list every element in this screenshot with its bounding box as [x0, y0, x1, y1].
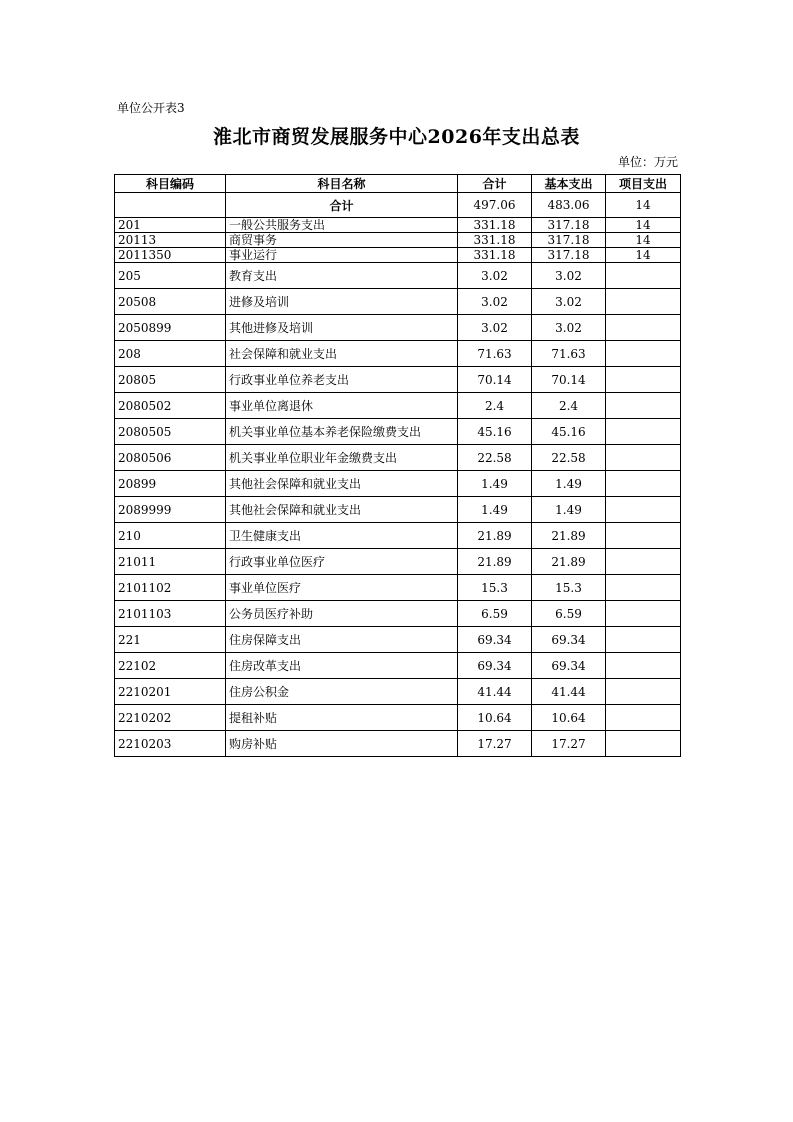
column-header-project: 项目支出 [606, 175, 681, 193]
cell-code: 208 [115, 341, 226, 367]
cell-total: 70.14 [458, 367, 532, 393]
cell-basic: 21.89 [532, 523, 606, 549]
table-row [115, 471, 681, 497]
cell-total: 497.06 [458, 193, 532, 218]
cell-project [606, 575, 681, 601]
table-row [115, 289, 681, 315]
cell-total: 15.3 [458, 575, 532, 601]
cell-code: 2210201 [115, 679, 226, 705]
cell-total: 45.16 [458, 419, 532, 445]
column-header-total: 合计 [458, 175, 532, 193]
cell-project [606, 367, 681, 393]
cell-total: 331.18 [458, 248, 532, 263]
cell-name: 教育支出 [226, 263, 458, 289]
cell-project [606, 497, 681, 523]
cell-project [606, 393, 681, 419]
table-row [115, 233, 681, 248]
cell-project [606, 419, 681, 445]
cell-project [606, 471, 681, 497]
cell-project [606, 289, 681, 315]
table-row [115, 731, 681, 757]
cell-name: 住房保障支出 [226, 627, 458, 653]
cell-name: 机关事业单位职业年金缴费支出 [226, 445, 458, 471]
cell-code: 20508 [115, 289, 226, 315]
document-label: 单位公开表3 [117, 101, 185, 115]
table-row [115, 627, 681, 653]
cell-total: 21.89 [458, 523, 532, 549]
cell-name: 其他社会保障和就业支出 [226, 497, 458, 523]
cell-code [115, 193, 226, 218]
cell-basic: 483.06 [532, 193, 606, 218]
cell-basic: 22.58 [532, 445, 606, 471]
cell-project [606, 445, 681, 471]
cell-total: 331.18 [458, 233, 532, 248]
cell-total: 3.02 [458, 263, 532, 289]
cell-project [606, 731, 681, 757]
cell-code: 21011 [115, 549, 226, 575]
cell-code: 201 [115, 218, 226, 233]
table-row [115, 705, 681, 731]
cell-total: 331.18 [458, 218, 532, 233]
cell-code: 22102 [115, 653, 226, 679]
cell-name: 事业单位医疗 [226, 575, 458, 601]
table-row [115, 601, 681, 627]
cell-project [606, 523, 681, 549]
cell-basic: 45.16 [532, 419, 606, 445]
table-row [115, 393, 681, 419]
table-row [115, 367, 681, 393]
table-row [115, 679, 681, 705]
page-title: 淮北市商贸发展服务中心2026年支出总表 [213, 126, 580, 148]
cell-code: 2011350 [115, 248, 226, 263]
unit-label: 单位：万元 [617, 155, 678, 169]
cell-basic: 1.49 [532, 497, 606, 523]
cell-code: 2080506 [115, 445, 226, 471]
cell-basic: 317.18 [532, 248, 606, 263]
cell-basic: 2.4 [532, 393, 606, 419]
cell-project [606, 601, 681, 627]
cell-basic: 15.3 [532, 575, 606, 601]
table-row [115, 523, 681, 549]
cell-total: 21.89 [458, 549, 532, 575]
cell-project: 14 [606, 248, 681, 263]
cell-code: 2089999 [115, 497, 226, 523]
cell-total: 6.59 [458, 601, 532, 627]
cell-total: 41.44 [458, 679, 532, 705]
table-row [115, 575, 681, 601]
cell-name: 社会保障和就业支出 [226, 341, 458, 367]
cell-project: 14 [606, 233, 681, 248]
cell-code: 2101102 [115, 575, 226, 601]
cell-name: 购房补贴 [226, 731, 458, 757]
table-row [115, 248, 681, 263]
table-row [115, 549, 681, 575]
cell-basic: 3.02 [532, 263, 606, 289]
cell-basic: 1.49 [532, 471, 606, 497]
cell-name: 机关事业单位基本养老保险缴费支出 [226, 419, 458, 445]
cell-name: 其他社会保障和就业支出 [226, 471, 458, 497]
cell-name: 卫生健康支出 [226, 523, 458, 549]
cell-total: 1.49 [458, 497, 532, 523]
cell-project: 14 [606, 218, 681, 233]
cell-project [606, 341, 681, 367]
cell-total: 3.02 [458, 289, 532, 315]
cell-basic: 3.02 [532, 289, 606, 315]
cell-total: 71.63 [458, 341, 532, 367]
cell-basic: 69.34 [532, 653, 606, 679]
cell-code: 210 [115, 523, 226, 549]
expenditure-table [114, 174, 681, 757]
cell-project [606, 679, 681, 705]
cell-total: 69.34 [458, 627, 532, 653]
cell-code: 2101103 [115, 601, 226, 627]
cell-code: 2080502 [115, 393, 226, 419]
cell-basic: 70.14 [532, 367, 606, 393]
cell-name: 其他进修及培训 [226, 315, 458, 341]
cell-basic: 17.27 [532, 731, 606, 757]
table-row [115, 419, 681, 445]
cell-name: 事业单位离退休 [226, 393, 458, 419]
column-header-name: 科目名称 [226, 175, 458, 193]
column-header-code: 科目编码 [115, 175, 226, 193]
table-row [115, 497, 681, 523]
cell-name: 商贸事务 [226, 233, 458, 248]
cell-name: 事业运行 [226, 248, 458, 263]
cell-name: 行政事业单位医疗 [226, 549, 458, 575]
cell-code: 2210203 [115, 731, 226, 757]
cell-code: 20113 [115, 233, 226, 248]
cell-basic: 317.18 [532, 218, 606, 233]
cell-project [606, 705, 681, 731]
table-row [115, 315, 681, 341]
cell-project [606, 653, 681, 679]
cell-basic: 71.63 [532, 341, 606, 367]
cell-total: 2.4 [458, 393, 532, 419]
table-header-row [115, 175, 681, 193]
cell-code: 2050899 [115, 315, 226, 341]
table-row [115, 341, 681, 367]
cell-name: 行政事业单位养老支出 [226, 367, 458, 393]
table-row [115, 445, 681, 471]
cell-basic: 21.89 [532, 549, 606, 575]
cell-name: 住房改革支出 [226, 653, 458, 679]
cell-code: 221 [115, 627, 226, 653]
table-row [115, 263, 681, 289]
cell-total: 3.02 [458, 315, 532, 341]
cell-code: 205 [115, 263, 226, 289]
cell-total: 22.58 [458, 445, 532, 471]
cell-name: 进修及培训 [226, 289, 458, 315]
column-header-basic: 基本支出 [532, 175, 606, 193]
cell-project [606, 263, 681, 289]
cell-basic: 41.44 [532, 679, 606, 705]
cell-name: 合计 [226, 193, 458, 218]
cell-name: 公务员医疗补助 [226, 601, 458, 627]
table-row [115, 653, 681, 679]
cell-project [606, 627, 681, 653]
cell-basic: 69.34 [532, 627, 606, 653]
cell-name: 提租补贴 [226, 705, 458, 731]
cell-total: 69.34 [458, 653, 532, 679]
cell-code: 2210202 [115, 705, 226, 731]
cell-total: 17.27 [458, 731, 532, 757]
cell-total: 10.64 [458, 705, 532, 731]
table-row [115, 218, 681, 233]
cell-code: 20899 [115, 471, 226, 497]
cell-basic: 3.02 [532, 315, 606, 341]
cell-code: 2080505 [115, 419, 226, 445]
cell-project: 14 [606, 193, 681, 218]
cell-name: 一般公共服务支出 [226, 218, 458, 233]
cell-basic: 317.18 [532, 233, 606, 248]
cell-basic: 6.59 [532, 601, 606, 627]
cell-name: 住房公积金 [226, 679, 458, 705]
cell-basic: 10.64 [532, 705, 606, 731]
table-total-row [115, 193, 681, 218]
cell-code: 20805 [115, 367, 226, 393]
cell-project [606, 315, 681, 341]
cell-total: 1.49 [458, 471, 532, 497]
cell-project [606, 549, 681, 575]
